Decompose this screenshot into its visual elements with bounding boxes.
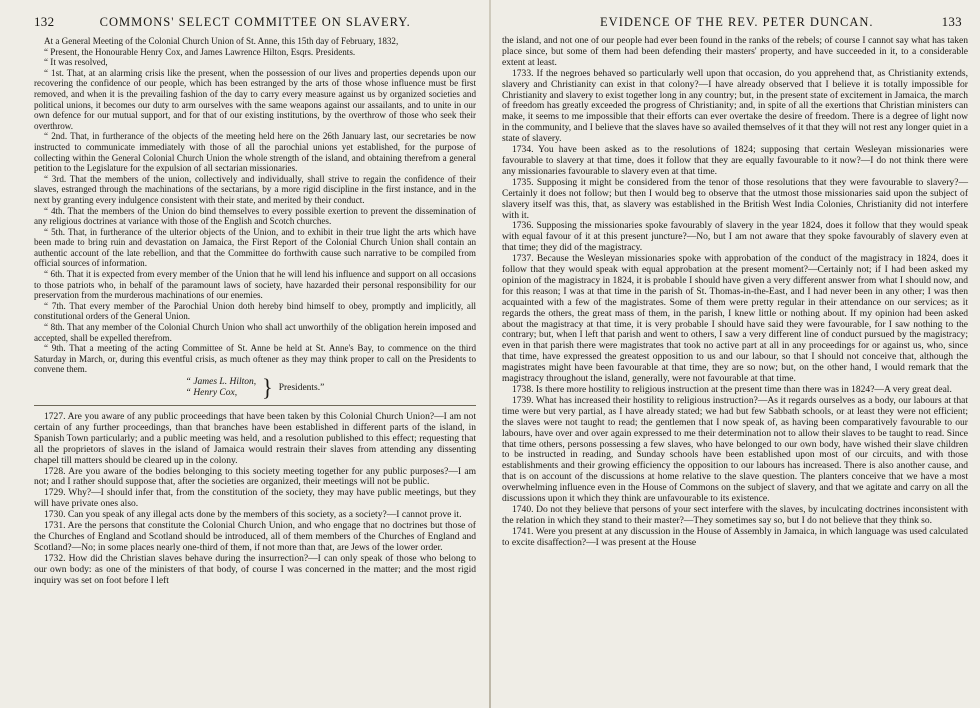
- signatory-hilton: “ James L. Hilton,: [185, 377, 257, 387]
- right-page-number: 133: [941, 14, 962, 29]
- question-1741: 1741. Were you present at any discussion in the House of Assembly in Jamaica, in which language was used calculated to excite disaffection?—I was present at the House: [502, 525, 968, 548]
- question-1729: 1729. Why?—I should infer that, from the constitution of the society, they may have public meetings, but they will have private ones also.: [34, 487, 476, 510]
- question-1730: 1730. Can you speak of any illegal acts done by the members of this society, as a society?—I cannot prove it.: [44, 509, 462, 521]
- left-page-number: 132: [34, 14, 55, 29]
- question-1738: 1738. Is there more hostility to religious instruction at the present time than there was in 1824?—A very great deal.: [512, 384, 952, 395]
- resolution-6: “ 6th. That it is expected from every member of the Union that he will lend his influence and support on all occasions to those patriots who, in behalf of the paramount laws of society, have hazarded their personal responsibility for our preservation from the murderous machinations of our enemies.: [34, 269, 476, 301]
- question-1740: 1740. Do not they believe that persons of your sect interfere with the slaves, by inculcating doctrines inconsistent with the relation in which they stand to their master?—They sometimes say so, but I do not believe that they think so.: [502, 503, 968, 526]
- resolution-5: “ 5th. That, in furtherance of the ulterior objects of the Union, and to exhibit in their true light the arts which have been made to bring ruin and devastation on Jamaica, the First Report of the Colonial Church Union shall contain an authentic account of the late rebellion, and that the Committee do forthwith cause such narrative to be compiled from official sources of information.: [34, 226, 476, 269]
- resolution-8: “ 8th. That any member of the Colonial Church Union who shall act unworthily of the obligation herein imposed and accepted, shall be expelled therefrom.: [34, 322, 476, 343]
- signatory-cox: “ Henry Cox,: [185, 388, 238, 398]
- meeting-intro: At a General Meeting of the Colonial Church Union of St. Anne, this 15th day of February, 1832,: [44, 36, 399, 46]
- question-1734: 1734. You have been asked as to the resolutions of 1824; supposing that certain Wesleyan missionaries were favourable to slavery at that time, does it follow that they are equally favourable to it now?—I do not think there were any missionaries favourable to slavery even at that time.: [502, 144, 968, 177]
- question-1727: 1727. Are you aware of any public proceedings that have been taken by this Colonial Church Union?—I am not certain of any further proceedings, than that branches have been established in different parts of the island, in Spanish Town particularly; and a public meeting was held, and a resolution published to this effect; requesting that all the proprietors of slaves in the island of Jamaica would restrain their slaves from attending any dissenting chapel till matters should be cleared up in the colony.: [34, 411, 476, 466]
- resolution-1: “ 1st. That, at an alarming crisis like the present, when the possession of our lives and properties depends upon our recovering the confidence of our people, which has been estranged by the arts of those whose influence must be first removed, and when it is the prevailing fashion of the day to carry every measure against us by organized societies and political unions, it becomes our duty to arm ourselves with the same weapons against our assailants, and to unite in our own defence for our mutual support, and for that of our existing institutions, by the overthrow of those who seek their overthrow.: [34, 67, 476, 131]
- meeting-resolved: “ It was resolved,: [44, 57, 108, 68]
- resolution-9: “ 9th. That a meeting of the acting Committee of St. Anne be held at St. Anne's Bay, to commence on the third Saturday in March, or, during this eventful crisis, as much oftener as they may think proper to call on the Presidents to convene them.: [34, 343, 476, 375]
- section-rule: [34, 405, 476, 406]
- continuation-paragraph: the island, and not one of our people had ever been found in the ranks of the rebels; of course I cannot say what has taken place since, but some of them had been defending their masters' property, and have succeeded in it, to a considerable extent at least.: [502, 35, 968, 68]
- question-1733: 1733. If the negroes behaved so particularly well upon that occasion, do you apprehend that, as Christianity extends, slavery and Christianity can exist in that colony?—I have already observed that I believe it is totally impossible for Christianity and slavery to exist together long in any country; but, in the present state of excitement in Jamaica, the march of freedom has greatly exceeded the progress of Christianity; and, in spite of all the exertions that Christian ministers can make, it seems to me impossible that their efforts can ever overtake the desire of freedom. There is a degree of light now in the community, and I believe that the slaves have so availed themselves of it that they will not rest any longer quiet in a state of slavery.: [502, 67, 968, 145]
- question-1731: 1731. Are the persons that constitute the Colonial Church Union, and who engage that no doctrines but those of the Churches of England and Scotland should be introduced, all of them members of the Churches of England and Scotland?—No; in some places nearly one-third of them, if not more than that, are Jews of the lower order.: [34, 520, 476, 553]
- resolution-7: “ 7th. That every member of the Parochial Union doth hereby bind himself to obey, promptly and implicitly, all constitutional orders of the General Union.: [34, 300, 476, 322]
- right-page: [490, 0, 980, 708]
- right-evidence: [502, 36, 968, 549]
- left-running-head: [34, 14, 476, 30]
- question-1735: 1735. Supposing it might be considered from the tenor of those resolutions that they were favourable to slavery?—Certainly it does not follow; but then I would beg to observe that the utmost those missionaries said upon the subject of slavery itself was this, that, as slavery was established in the British West India Colonies, Christianity did not interfere with it.: [502, 176, 968, 221]
- signatory-names: [186, 377, 256, 399]
- signatories-role: Presidents.”: [278, 383, 325, 393]
- question-1732: 1732. How did the Christian slaves behave during the insurrection?—I can only speak of those who belong to our own body: as one of the ministers of that body, of course I was concerned in the matter; and the most rigid inquiry was set on foot before I left: [34, 552, 476, 586]
- signature-block: [34, 373, 476, 402]
- question-1739: 1739. What has increased their hostility to religious instruction?—As it regards ourselves as a body, our labours at that time were but very partial, as I have already stated; we had but few Sabbath schools, or at least they were not efficient; the slaves were not taught to read; the gentlemen that I now speak of, as having been comparatively favourable to our labours, have over and over again expressed to me their determination not to allow their slaves to be taught to read. Since that time others, persons possessing a few slaves, who have belonged to our own body, have wished their slave children to be instructed in reading, and Sunday schools have been established upon most of our circuits, and with those establishments and their growing efficiency the opposition to our labours has increased. There is also another cause, and that is on account of the discussions at home relative to the slave question. The planters conceive that we have a most overwhelming influence even in the House of Commons on the subject of slavery, and that we agitate and carry on all the discussions upon it which they think are unfavourable to its existence.: [502, 394, 968, 505]
- meeting-present: “ Present, the Honourable Henry Cox, and James Lawrence Hilton, Esqrs. Presidents.: [44, 46, 356, 57]
- brace-glyph: }: [262, 373, 273, 402]
- right-running-head: [502, 14, 968, 30]
- question-1728: 1728. Are you aware of the bodies belonging to this society meeting together for any public purposes?—I am not; and I rather should suppose that, after the societies are organized, their meetings will not be public.: [34, 465, 476, 488]
- right-running-title: EVIDENCE OF THE REV. PETER DUNCAN.: [600, 15, 874, 29]
- question-1736: 1736. Supposing the missionaries spoke favourably of slavery in the year 1824, does it follow that they would speak with equal favour of it at this present juncture?—No, but I am not aware that they spoke favourably of slavery even at that time; they did of the magistracy.: [502, 220, 968, 254]
- left-evidence: [34, 412, 476, 587]
- resolution-3: “ 3rd. That the members of the union, collectively and individually, shall strive to regain the confidence of their slaves, estranged through the machinations of the sectarians, by a more rigid discipline in the first instance, and in the next by granting every indulgence consistent with their state, and merited by their conduct.: [34, 173, 476, 205]
- resolution-4: “ 4th. That the members of the Union do bind themselves to every possible exertion to prevent the dissemination of any religious doctrines at variance with those of the English and Scotch churches.: [34, 205, 476, 227]
- question-1737: 1737. Because the Wesleyan missionaries spoke with approbation of the conduct of the magistracy in 1824, does it follow that they would speak with equal approbation at the present moment?—Certainly not; if I had been asked my opinion of the magistracy in 1824, it is probable I should have given a very different answer from what I should now, and for this reason; I was at that time in the parish of St. Thomas-in-the-East, and I had never been in any other; I was then acquainted with a few of the magistrates. Some of them were pretty regular in their attendance on our services; as it regards the others, the great mass of them, in the parish, I knew little or nothing about. If my opinion had been asked about the magistracy at that time, it is very probable I should have said they were favourable, for I saw nothing to the contrary; but, when I left that parish and went to others, I saw a very different line of conduct pursued by the magistracy; even in that parish there were magistrates that took no active part at all in any proceedings for or against us, who, since that time, have expressed the greatest opposition to us and our labour, so that I should not conceive that, although the magistrates might have been favourable at that time, they are so now; but, on the other hand, I would remark that the magistracy throughout the island, generally, were not favourable at that time.: [502, 253, 968, 385]
- resolution-2: “ 2nd. That, in furtherance of the objects of the meeting held here on the 26th January last, our secretaries be now instructed to communicate immediately with those of all the parochial unions yet established, for the purpose of collecting within the General Colonial Church Union the whole strength of the island, and obtaining therefrom a general petition to the Legislature for the expulsion of all sectarian missionaries.: [34, 131, 476, 174]
- union-resolutions: [34, 36, 476, 375]
- left-running-title: COMMONS' SELECT COMMITTEE ON SLAVERY.: [99, 15, 411, 29]
